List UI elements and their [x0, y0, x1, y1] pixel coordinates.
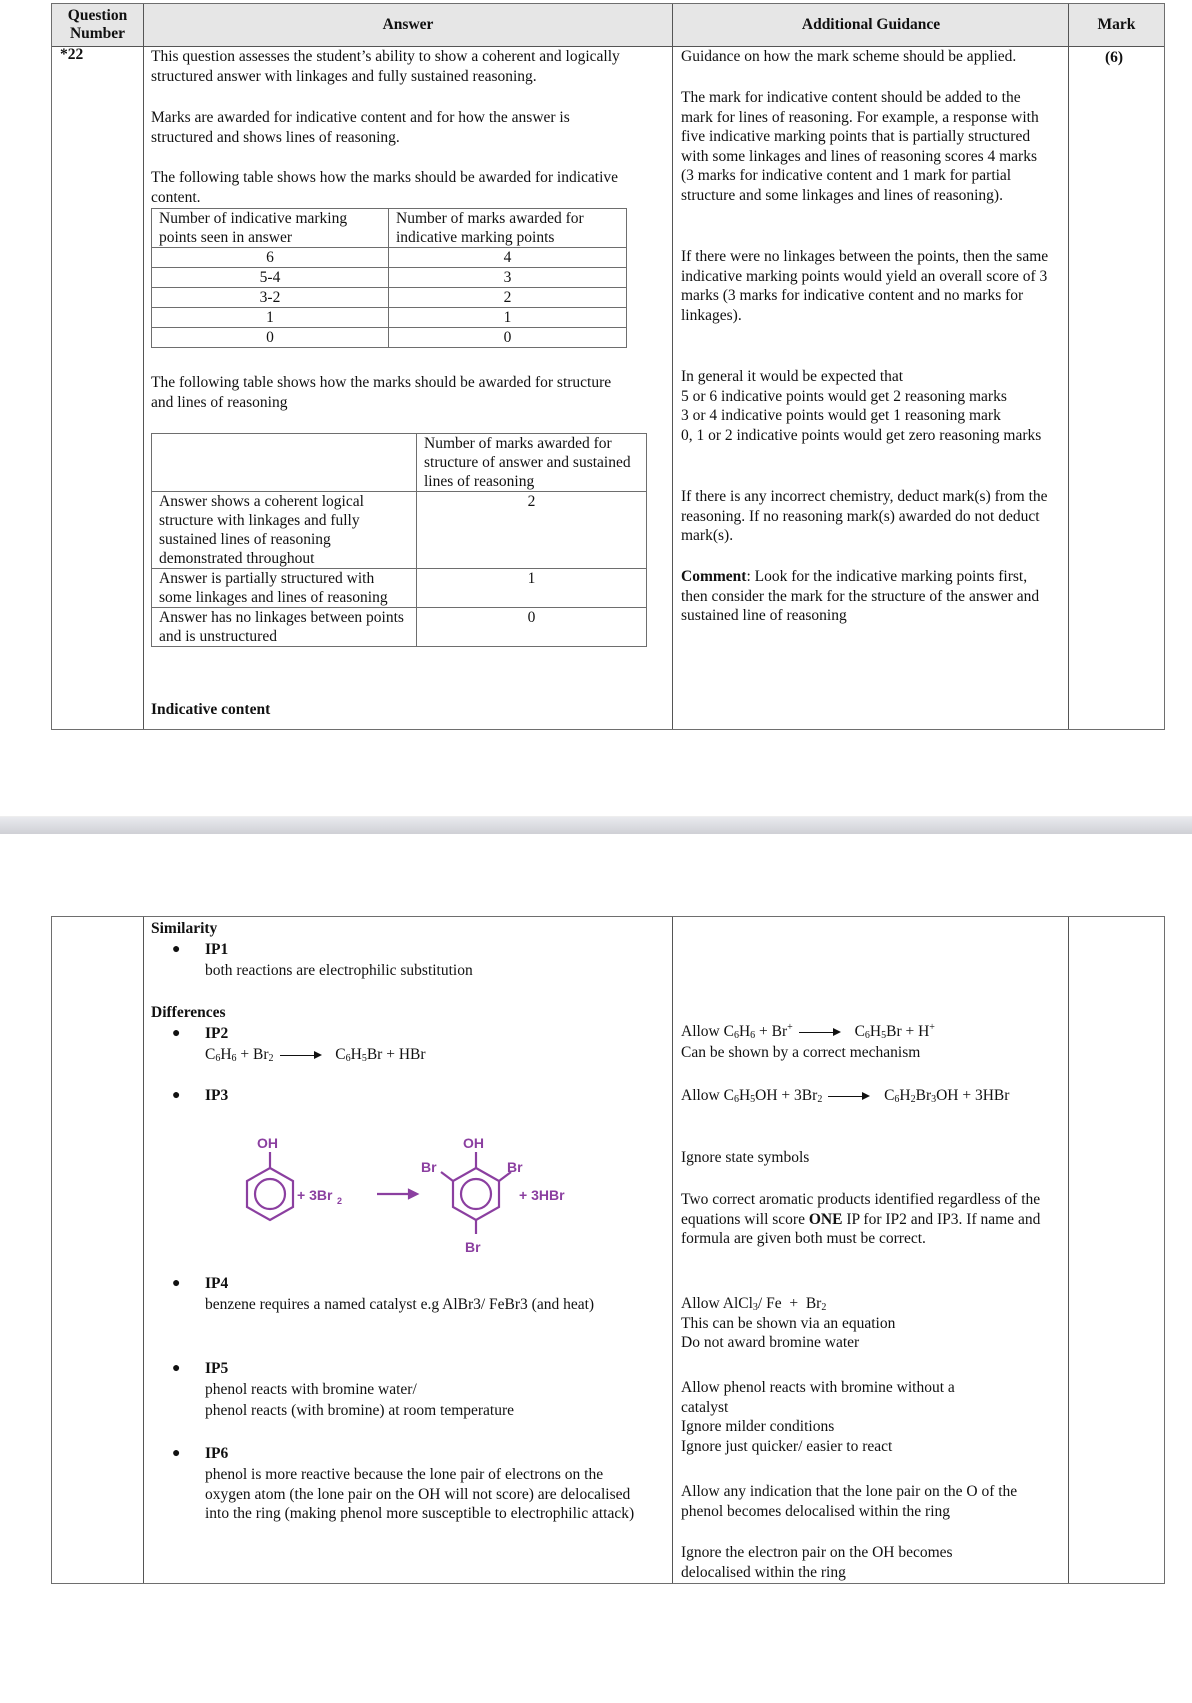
bullet-icon: ● — [172, 1276, 181, 1291]
table-header-cell: Number of marks awarded for indicative marking points — [389, 209, 627, 248]
guidance-line: Ignore milder conditions — [681, 1418, 835, 1435]
column-divider — [1068, 917, 1069, 1583]
bullet-icon: ● — [172, 942, 181, 957]
question-mark: (6) — [1105, 49, 1124, 66]
table-header-cell — [152, 434, 417, 492]
table-cell: 1 — [389, 308, 627, 328]
ip-label: IP6 — [205, 1445, 229, 1462]
column-divider — [143, 917, 144, 1583]
table-header-row — [52, 4, 1164, 47]
table-cell: 3-2 — [152, 288, 389, 308]
guidance-paragraph: If there were no linkages between the points, then the same indicative marking points would yield an overall score of 3 marks (3 marks for indicative content and no marks for linkages). — [681, 248, 1049, 324]
comment-text: : Look for the indicative marking points first, then consider the mark for the structure of the answer and sustained line of reasoning — [681, 568, 1040, 624]
header-answer: Answer — [382, 16, 434, 33]
ip-label: IP2 — [205, 1025, 229, 1042]
table-row — [152, 608, 647, 647]
svg-text:OH: OH — [257, 1135, 278, 1151]
table-cell: 0 — [417, 608, 647, 647]
column-divider — [1068, 4, 1069, 729]
table-cell: Answer is partially structured with some linkages and lines of reasoning — [152, 569, 417, 608]
svg-text:+ 3Br: + 3Br — [297, 1187, 333, 1203]
guidance-ip6-ignore: Ignore the electron pair on the OH becomes delocalised within the ring — [681, 1544, 953, 1581]
guidance-line: 0, 1 or 2 indicative points would get zero reasoning marks — [681, 426, 1042, 444]
guidance-line: Allow phenol reacts with bromine without a catalyst — [681, 1379, 955, 1416]
guidance-expectations — [681, 367, 1051, 445]
answer-marks-paragraph: Marks are awarded for indicative content and for how the answer is structured and shows lines of reasoning. — [151, 109, 570, 146]
svg-text:2: 2 — [337, 1196, 343, 1206]
guidance-line: 3 or 4 indicative points would get 1 reasoning mark — [681, 407, 1001, 424]
table-row — [152, 308, 627, 328]
mark-scheme-page-2 — [0, 916, 1192, 1696]
guidance-line: In general it would be expected that — [681, 368, 904, 385]
table-cell: 2 — [417, 492, 647, 569]
guidance-ip5 — [681, 1378, 1001, 1456]
guidance-line: Do not award bromine water — [681, 1334, 860, 1351]
ip-label: IP4 — [205, 1275, 229, 1292]
table-cell: 0 — [389, 328, 627, 348]
differences-heading: Differences — [151, 1004, 226, 1021]
table-row — [152, 328, 627, 348]
table-row — [152, 248, 627, 268]
table-cell: 4 — [389, 248, 627, 268]
guidance-text: Two correct aromatic products identified regardless of the equations will score — [681, 1191, 1041, 1228]
table-header-row — [152, 434, 647, 492]
structure-table-intro: The following table shows how the marks should be awarded for structure and lines of reasoning — [151, 374, 612, 411]
arrow-icon — [280, 1055, 320, 1056]
table-row — [152, 569, 647, 608]
reaction-scheme-icon — [225, 1128, 595, 1268]
indicative-marks-table — [151, 208, 627, 348]
mark-scheme-page-1 — [0, 0, 1192, 740]
guidance-comment — [681, 567, 1051, 626]
ip-text: benzene requires a named catalyst e.g AlBr3/ FeBr3 (and heat) — [205, 1296, 595, 1313]
column-divider — [143, 4, 144, 729]
guidance-line: This can be shown via an equation — [681, 1314, 896, 1332]
guidance-line: Ignore state symbols — [681, 1149, 810, 1166]
table-cell: 5-4 — [152, 268, 389, 288]
bullet-icon: ● — [172, 1026, 181, 1041]
ip-label: IP1 — [205, 941, 229, 958]
ip-label: IP5 — [205, 1360, 229, 1377]
answer-intro-paragraph: This question assesses the student’s ability to show a coherent and logically structured answer with linkages and fully sustained reasoning. — [151, 48, 620, 85]
table-cell: Answer shows a coherent logical structure with linkages and fully sustained lines of reasoning demonstrated throughout — [152, 492, 417, 569]
table-cell: 3 — [389, 268, 627, 288]
comment-label: Comment — [681, 568, 747, 585]
table-header-cell: Number of marks awarded for structure of answer and sustained lines of reasoning — [417, 434, 647, 492]
bullet-icon: ● — [172, 1446, 181, 1461]
column-divider — [672, 917, 673, 1583]
indicative-content-heading: Indicative content — [151, 701, 271, 718]
table-cell: 2 — [389, 288, 627, 308]
guidance-ip6-allow: Allow any indication that the lone pair on the O of the phenol becomes delocalised within the ring — [681, 1483, 1018, 1520]
guidance-ip4 — [681, 1294, 1061, 1353]
guidance-ip3-allow: Allow $C_6H_5OH + 3Br_2$ $C_6H_2Br_3OH + 3HBr$ — [681, 1087, 1010, 1105]
ip-text: phenol is more reactive because the lone pair of electrons on the oxygen atom (the lone pair on the OH will not score) are delocalised into the ring (making phenol more susceptible to electrophilic attack) — [205, 1466, 635, 1522]
structure-marks-table — [151, 433, 647, 647]
question-number: *22 — [60, 46, 84, 63]
table-cell: 1 — [417, 569, 647, 608]
guidance-ip2-allow: Allow $C_6H_6 + Br^+$ $C_6H_5Br + H^+$ — [681, 1022, 935, 1041]
svg-text:OH: OH — [463, 1135, 484, 1151]
guidance-paragraph: If there is any incorrect chemistry, deduct mark(s) from the reasoning. If no reasoning mark(s) awarded do not deduct mark(s). — [681, 488, 1048, 544]
svg-text:Br: Br — [507, 1159, 523, 1175]
guidance-line: Ignore just quicker/ easier to react — [681, 1437, 893, 1455]
indicative-table-intro: The following table shows how the marks should be awarded for indicative content. — [151, 169, 619, 206]
guidance-ip4-allow: Allow AlCl$_3$/ $Fe + Br_2$ — [681, 1295, 827, 1313]
arrow-icon — [799, 1032, 839, 1033]
column-divider — [672, 4, 673, 729]
page-separator — [0, 816, 1192, 834]
guidance-line: Can be shown by a correct mechanism — [681, 1044, 921, 1061]
arrow-icon — [828, 1096, 868, 1097]
svg-text:Br: Br — [421, 1159, 437, 1175]
table-cell: 1 — [152, 308, 389, 328]
guidance-line: 5 or 6 indicative points would get 2 reasoning marks — [681, 387, 1007, 405]
ip-label: IP3 — [205, 1087, 229, 1104]
table-row — [152, 268, 627, 288]
ip-text-line: phenol reacts (with bromine) at room temperature — [205, 1402, 515, 1419]
table-cell: 0 — [152, 328, 389, 348]
ip2-equation: $C_6H_6 + Br_2$ $C_6H_5Br$ + HBr — [205, 1046, 426, 1064]
svg-text:Br: Br — [465, 1239, 481, 1255]
similarity-heading: Similarity — [151, 920, 218, 937]
header-additional-guidance: Additional Guidance — [801, 16, 941, 33]
header-mark: Mark — [1097, 16, 1136, 33]
ip-text: both reactions are electrophilic substitution — [205, 962, 473, 979]
ip-text-line: phenol reacts with bromine water/ — [205, 1381, 417, 1398]
guidance-text: IP for IP2 and IP3. If name and formula are given both must be correct. — [681, 1210, 1041, 1247]
guidance-two-products — [681, 1190, 1056, 1249]
table-header-cell: Number of indicative marking points seen in answer — [152, 209, 389, 248]
svg-text:+ 3HBr: + 3HBr — [519, 1187, 565, 1203]
table-row — [152, 492, 647, 569]
guidance-emphasis: ONE — [808, 1210, 843, 1228]
table-row — [152, 288, 627, 308]
table-header-row — [152, 209, 627, 248]
header-question-number: Question Number — [67, 7, 128, 42]
guidance-paragraph: The mark for indicative content should be added to the mark for lines of reasoning. For example, a response with five indicative marking points that is partially structured with some linkages and lines of reasoning scores 4 marks (3 marks for indicative content and 1 mark for partial structure and some linkages and lines of reasoning). — [681, 89, 1039, 204]
bullet-icon: ● — [172, 1361, 181, 1376]
table-cell: 6 — [152, 248, 389, 268]
table-cell: Answer has no linkages between points and is unstructured — [152, 608, 417, 647]
bullet-icon: ● — [172, 1088, 181, 1103]
guidance-paragraph: Guidance on how the mark scheme should be applied. — [681, 48, 1017, 65]
phenol-bromination-diagram — [225, 1128, 595, 1268]
